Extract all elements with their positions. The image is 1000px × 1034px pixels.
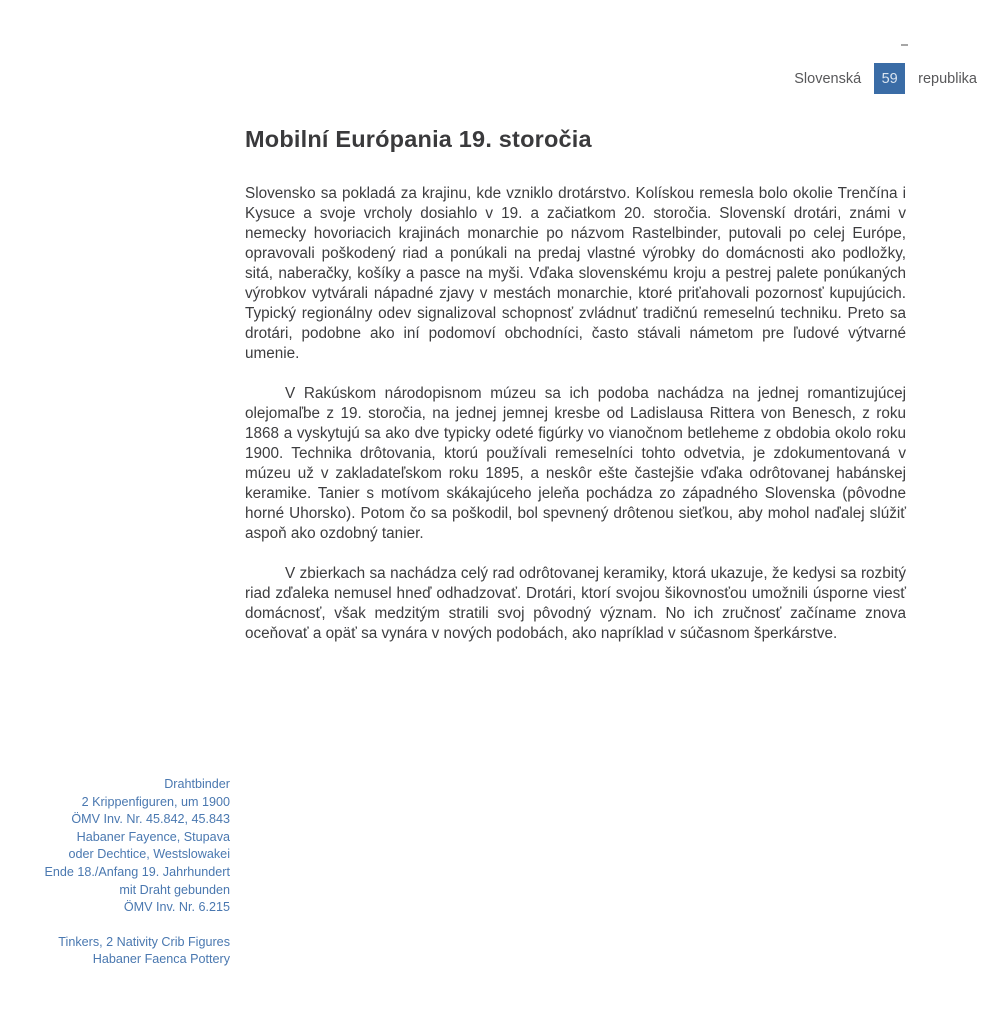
caption-line: 2 Krippenfiguren, um 1900: [81, 794, 230, 809]
caption-line: Ende 18./Anfang 19. Jahrhundert: [44, 864, 230, 879]
caption-german-block: [0, 776, 230, 917]
caption-line: oder Dechtice, Westslowakei: [68, 847, 230, 862]
paragraph-3: V zbierkach sa nachádza celý rad odrôtovanej keramiky, ktorá ukazuje, že kedysi sa rozbitý riad zďaleka nemusel hneď odhadzovať. Drotári, ktorí svojou šikovnosťou umožnili úsporne viesť domácnosť, však medzitým stratili svoj pôvodný význam. No ich zručnosť začíname znova oceňovať a opäť sa vynára v nových podobách, ako napríklad v súčasnom šperkárstve.: [245, 565, 906, 642]
image-caption: [0, 776, 230, 969]
caption-line: ÖMV Inv. Nr. 45.842, 45.843: [71, 812, 230, 827]
page-corner-mark: [901, 44, 908, 46]
page-header: [794, 63, 977, 94]
caption-line: Habaner Fayence, Stupava: [76, 829, 230, 844]
caption-line: mit Draht gebunden: [119, 882, 230, 897]
paragraph-2: V Rakúskom národopisnom múzeu sa ich podoba nachádza na jednej romantizujúcej olejomaľbe z 19. storočia, na jednej jemnej kresbe od Ladislausa Rittera von Benesch, z roku 1868 a vyskytujú sa ako dve typicky odeté figúrky vo vianočnom betleheme z obdobia okolo roku 1900. Technika drôtovania, ktorú používali remeselníci tohto odvetvia, je zdokumentovaná v múzeu už v zakladateľskom roku 1895, a neskôr ešte častejšie vďaka odrôtovanej habánskej keramike. Tanier s motívom skákajúceho jeleňa pochádza zo západného Slovenska (pôvodne horné Uhorsko). Potom čo sa poškodil, bol spevnený drôtenou sieťkou, aby mohol naďalej slúžiť aspoň ako ozdobný tanier.: [245, 385, 906, 542]
page-number: 59: [881, 70, 898, 87]
header-country-label: Slovenská: [794, 70, 862, 87]
header-republic-label: republika: [918, 70, 977, 87]
caption-line: Drahtbinder: [164, 777, 230, 791]
page-number-badge: [874, 63, 905, 94]
caption-english-block: [0, 934, 230, 969]
article: [245, 126, 906, 644]
paragraph-1: Slovensko sa pokladá za krajinu, kde vzniklo drotárstvo. Kolískou remesla bolo okolie Trenčína i Kysuce a svoje vrcholy dosiahlo v 19. a začiatkom 20. storočia. Slovenskí drotári, známi v nemecky hovoriacich krajinách monarchie po názvom Rastelbinder, putovali po celej Európe, opravovali poškodený riad a ponúkali na predaj vlastné výrobky do domácnosti ako podložky, sitá, naberačky, košíky a pasce na myši. Vďaka slovenskému kroju a pestrej palete ponúkaných výrobkov vytvárali nápadné zjavy v mestách monarchie, ktoré priťahovali pozornosť kupujúcich. Typický regionálny odev signalizoval schopnosť zvládnuť tradičnú remeselnú techniku. Preto sa drotári, podobne ako iní podomoví obchodníci, často stávali námetom pre ľudové výtvarné umenie.: [245, 185, 906, 362]
caption-line: Tinkers, 2 Nativity Crib Figures: [58, 934, 230, 949]
caption-line: Habaner Faenca Pottery: [92, 952, 230, 967]
article-title: Mobilní Európania 19. storočia: [245, 126, 592, 152]
caption-line: ÖMV Inv. Nr. 6.215: [123, 900, 230, 915]
